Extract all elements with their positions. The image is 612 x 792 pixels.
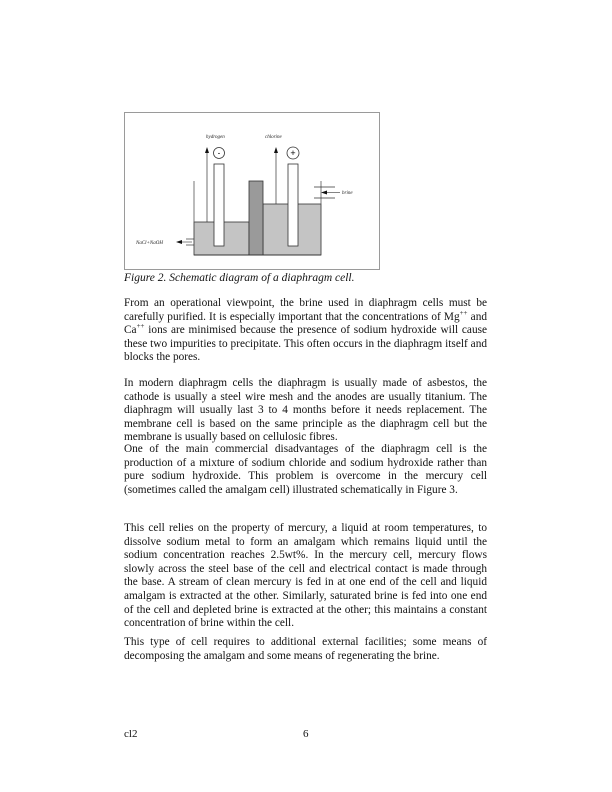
hydrogen-arrow-icon bbox=[205, 147, 209, 153]
paragraph-brine-purification: From an operational viewpoint, the brine used in diaphragm cells must be carefully purified. It is especially important that the concentrations of Mg++ and Ca++ ions are minimised because the presence of sodium hydroxide will cause these two impurities to precipitate. This often occurs in the diaphragm itself and blocks the pores. bbox=[124, 297, 487, 364]
figure-caption: Figure 2. Schematic diagram of a diaphragm cell. bbox=[124, 272, 355, 284]
cathode-electrode bbox=[214, 164, 224, 246]
hydrogen-label: hydrogen bbox=[206, 135, 225, 140]
footer-doc-id: cl2 bbox=[124, 728, 138, 740]
page-number: 6 bbox=[303, 728, 309, 740]
chlorine-arrow-icon bbox=[274, 147, 278, 153]
outlet-label: NaCl+NaOH bbox=[136, 241, 163, 246]
svg-text:+: + bbox=[290, 148, 296, 158]
outlet-arrow-icon bbox=[176, 240, 182, 244]
paragraph-external-facilities: This type of cell requires to additional external facilities; some means of decomposing the amalgam and some means of regenerating the brine. bbox=[124, 636, 487, 662]
brine-label: brine bbox=[342, 191, 353, 196]
paragraph-mercury-cell: This cell relies on the property of mercury, a liquid at room temperatures, to dissolve sodium metal to form an amalgam which remains liquid until the sodium concentration reaches 2.5wt%. In the mercury cell, mercury flows slowly across the steel base of the cell and electrical contact is made through the base. A stream of clean mercury is fed in at one end of the cell and liquid amalgam is extracted at the other. Similarly, saturated brine is fed into one end of the cell and depleted brine is extracted at the other; this maintains a constant concentration of brine within the cell. bbox=[124, 522, 487, 630]
diaphragm-cell-diagram bbox=[124, 112, 380, 270]
brine-arrow-icon bbox=[321, 191, 327, 195]
anode-electrode bbox=[288, 164, 298, 246]
paragraph-modern-diaphragm: In modern diaphragm cells the diaphragm is usually made of asbestos, the cathode is usually a steel wire mesh and the anodes are usually titanium. The diaphragm will usually last 3 to 4 months before it needs replacement. The membrane cell is based on the same principle as the diaphragm cell but the membrane is usually based on cellulosic fibres. bbox=[124, 377, 487, 444]
chlorine-label: chlorine bbox=[265, 135, 282, 140]
svg-text:-: - bbox=[217, 148, 221, 158]
diaphragm bbox=[249, 181, 263, 255]
paragraph-disadvantages: One of the main commercial disadvantages of the diaphragm cell is the production of a mixture of sodium chloride and sodium hydroxide rather than pure sodium hydroxide. This problem is overcome in the mercury cell (sometimes called the amalgam cell) illustrated schematically in Figure 3. bbox=[124, 443, 487, 496]
